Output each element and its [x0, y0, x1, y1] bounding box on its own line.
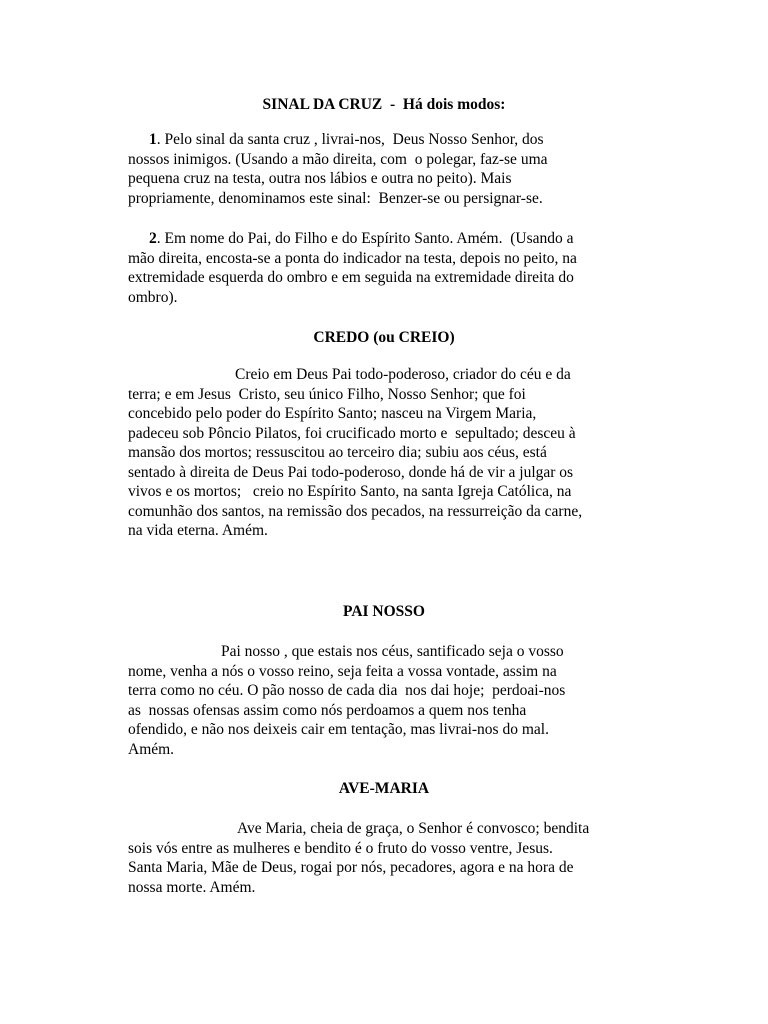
credo-line: terra; e em Jesus Cristo, seu único Filho, Nosso Senhor; que foi — [128, 385, 526, 403]
sinal-paragraph-2 — [128, 229, 640, 307]
credo-line: sentado à direita de Deus Pai todo-poderoso, donde há de vir a julgar os — [128, 463, 574, 481]
sinal-p2-line — [128, 229, 640, 249]
credo-line: mansão dos mortos; ressuscitou ao terceiro dia; subiu aos céus, está — [128, 444, 547, 461]
sinal-p2-number: 2 — [149, 230, 157, 247]
sinal-p1-number: 1 — [149, 131, 157, 148]
ave-maria-paragraph — [128, 819, 640, 897]
pai-nosso-heading: PAI NOSSO — [343, 603, 425, 620]
sinal-p2-line-text: . Em nome do Pai, do Filho e do Espírito Santo. Amém. (Usando a — [156, 230, 574, 247]
sinal-p1-line: propriamente, denominamos este sinal: Benzer-se ou persignar-se. — [128, 189, 543, 207]
pai-nosso-paragraph — [128, 642, 640, 759]
credo-line: concebido pelo poder do Espírito Santo; nasceu na Virgem Maria, — [128, 405, 537, 422]
sinal-p1-line: nossos inimigos. (Usando a mão direita, com o polegar, faz-se uma — [128, 150, 548, 168]
pai-nosso-line: ofendido, e não nos deixeis cair em tentação, mas livrai-nos do mal. — [128, 721, 549, 738]
sinal-paragraph-1 — [128, 130, 640, 208]
credo-line: Creio em Deus Pai todo-poderoso, criador do céu e da — [235, 366, 571, 383]
sinal-p1-line: pequena cruz na testa, outra nos lábios e outra no peito). Mais — [128, 170, 512, 187]
pai-nosso-line: as nossas ofensas assim como nós perdoamos a quem nos tenha — [128, 701, 527, 719]
ave-maria-heading: AVE-MARIA — [338, 780, 430, 797]
credo-line: comunhão dos santos, na remissão dos pecados, na ressurreição da carne, — [128, 502, 583, 520]
ave-maria-line: Santa Maria, Mãe de Deus, rogai por nós, pecadores, agora e na hora de — [128, 859, 574, 876]
pai-nosso-line: Pai nosso , que estais nos céus, santificado seja o vosso — [221, 643, 564, 660]
pai-nosso-line: Amém. — [128, 740, 175, 758]
sinal-p2-line: mão direita, encosta-se a ponta do indicador na testa, depois no peito, na — [128, 249, 577, 267]
sinal-p2-line: extremidade esquerda do ombro e em seguida na extremidade direita do — [128, 269, 574, 286]
pai-nosso-line: terra como no céu. O pão nosso de cada dia nos dai hoje; perdoai-nos — [128, 682, 566, 699]
ave-maria-line: Ave Maria, cheia de graça, o Senhor é convosco; bendita — [237, 820, 590, 837]
credo-line: padeceu sob Pôncio Pilatos, foi crucificado morto e sepultado; desceu à — [128, 424, 576, 442]
credo-line: vivos e os mortos; creio no Espírito Santo, na santa Igreja Católica, na — [128, 483, 572, 500]
sinal-p2-line: ombro). — [128, 288, 178, 306]
credo-line: na vida eterna. Amém. — [128, 522, 268, 539]
sinal-p1-line — [128, 130, 640, 150]
sinal-da-cruz-heading: SINAL DA CRUZ - Há dois modos: — [262, 96, 506, 113]
credo-paragraph — [128, 365, 640, 541]
ave-maria-line: sois vós entre as mulheres e bendito é o fruto do vosso ventre, Jesus. — [128, 839, 553, 857]
pai-nosso-line: nome, venha a nós o vosso reino, seja feita a vossa vontade, assim na — [128, 662, 557, 680]
credo-heading: CREDO (ou CREIO) — [313, 329, 455, 346]
sinal-p1-line-text: . Pelo sinal da santa cruz , livrai-nos, Deus Nosso Senhor, dos — [156, 131, 544, 148]
ave-maria-line: nossa morte. Amém. — [128, 878, 256, 896]
